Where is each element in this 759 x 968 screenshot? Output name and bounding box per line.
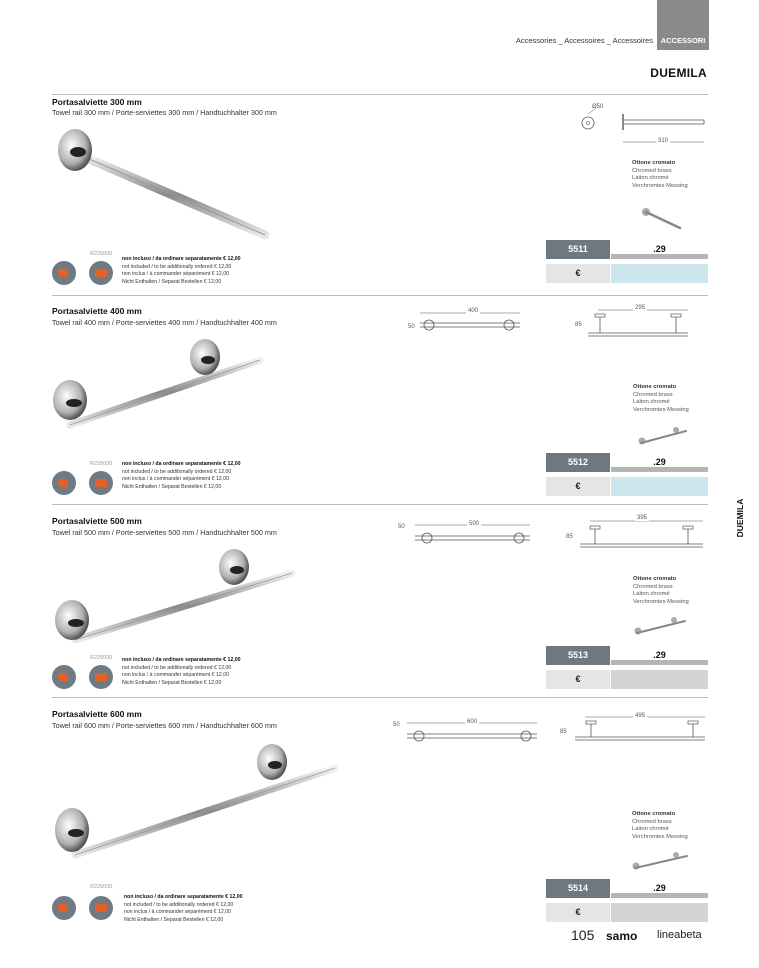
technical-drawing-front (405, 305, 525, 337)
dimension-label: 495 (635, 713, 646, 719)
wall-icon (52, 665, 76, 689)
side-label-text: DUEMILA (735, 498, 745, 538)
material-fr: Laiton chromé (632, 175, 669, 182)
product-subtitle: Towel rail 400 mm / Porte-serviettes 400 mm / Handtuchhalter 400 mm (52, 318, 277, 327)
accessory-note (122, 657, 241, 687)
brand-logo: samo (606, 929, 638, 943)
material-de: Verchromtes Messing (632, 182, 688, 189)
currency: € (546, 477, 610, 496)
dimension-label: 50 (398, 524, 405, 530)
note-de: Nicht Enthalten / Separat Bestellen € 12,00 (122, 679, 222, 686)
product-code: 5513 (546, 646, 610, 665)
section-divider (52, 295, 708, 296)
product-subtitle: Towel rail 500 mm / Porte-serviettes 500 mm / Handtuchhalter 500 mm (52, 528, 277, 537)
material-de: Verchromtes Messing (633, 406, 689, 413)
breadcrumb: Accessories _ Accessoires _ Accessoires (515, 36, 653, 45)
material-fr: Laiton chromé (633, 591, 670, 598)
material-info (632, 811, 688, 841)
currency: € (546, 670, 610, 689)
product-code: 5511 (546, 240, 610, 259)
note-en: not included / to be additionally ordered € 12,00 (122, 664, 232, 671)
adhesive-icon (89, 261, 113, 285)
dimension-label: Ø50 (592, 104, 604, 110)
material-fr: Laiton chromé (632, 826, 669, 833)
price: .29 (611, 879, 708, 898)
accessory-code: R225000 (90, 461, 113, 467)
accessory-note (122, 256, 241, 286)
side-label (733, 498, 747, 542)
material-it: Ottone cromato (632, 160, 676, 166)
product-title: Portasalviette 300 mm (52, 97, 142, 107)
note-bold: non incluso / da ordinare separatamente € 12,00 (124, 894, 243, 900)
material-info (633, 576, 689, 606)
material-it: Ottone cromato (633, 576, 677, 582)
adhesive-icon (89, 665, 113, 689)
note-fr: non inclus / à commander séparément € 12,00 (122, 271, 229, 278)
section-divider (52, 504, 708, 505)
note-bold: non incluso / da ordinare separatamente € 12,00 (122, 256, 241, 262)
product-title: Portasalviette 400 mm (52, 306, 142, 316)
note-fr: non inclus / à commander séparément € 12,00 (124, 909, 231, 916)
finish-color-swatch (611, 670, 708, 689)
material-info (632, 160, 688, 190)
note-fr: non inclus / à commander séparément € 12,00 (122, 476, 229, 483)
finish-color-swatch (611, 477, 708, 496)
product-subtitle: Towel rail 600 mm / Porte-serviettes 600 mm / Handtuchhalter 600 mm (52, 721, 277, 730)
adhesive-icon (89, 471, 113, 495)
accessory-note (124, 894, 243, 924)
technical-drawing-front (395, 517, 535, 547)
material-de: Verchromtes Messing (632, 833, 688, 840)
material-en: Chromed brass (632, 818, 672, 825)
dimension-label: 50 (408, 324, 415, 330)
note-en: not included / to be additionally ordered € 12,00 (124, 901, 234, 908)
note-de: Nicht Enthalten / Separat Bestellen € 12,00 (122, 483, 222, 490)
currency: € (546, 264, 610, 283)
product-thumbnail (630, 850, 690, 872)
note-en: not included / to be additionally ordered € 12,00 (122, 263, 232, 270)
material-en: Chromed brass (632, 167, 672, 174)
material-fr: Laiton chromé (633, 399, 670, 406)
product-photo-towel-rail (50, 545, 300, 650)
dimension-label: 310 (658, 138, 669, 144)
dimension-label: 85 (575, 322, 582, 328)
note-bold: non incluso / da ordinare separatamente € 12,00 (122, 657, 241, 663)
material-de: Verchromtes Messing (633, 598, 689, 605)
wall-icon (52, 896, 76, 920)
page-number: 105 (571, 927, 595, 943)
accessory-code: R225000 (90, 884, 113, 890)
dimension-label: 85 (566, 534, 573, 540)
section-divider (52, 94, 708, 95)
product-thumbnail (640, 206, 685, 234)
product-photo-towel-rail (50, 740, 345, 865)
product-title: Portasalviette 500 mm (52, 516, 142, 526)
product-thumbnail (632, 615, 688, 637)
dimension-label: 395 (637, 515, 648, 521)
product-thumbnail (636, 425, 690, 447)
accessory-note (122, 461, 241, 491)
section-divider (52, 697, 708, 698)
currency: € (546, 903, 610, 922)
note-bold: non incluso / da ordinare separatamente € 12,00 (122, 461, 241, 467)
price: .29 (611, 453, 708, 472)
note-de: Nicht Enthalten / Separat Bestellen € 12,00 (124, 916, 224, 923)
price: .29 (611, 646, 708, 665)
note-en: not included / to be additionally ordered € 12,00 (122, 468, 232, 475)
product-code: 5512 (546, 453, 610, 472)
accessory-code: R225000 (90, 251, 113, 257)
dimension-label: 500 (469, 521, 480, 527)
series-title: DUEMILA (650, 66, 707, 80)
category-tab[interactable]: ACCESSORI (660, 36, 706, 45)
dimension-label: 400 (468, 308, 479, 314)
dimension-label: 50 (393, 722, 400, 728)
product-photo-towel-rail (50, 125, 280, 245)
wall-icon (52, 471, 76, 495)
dimension-label: 600 (467, 719, 478, 725)
dimension-label: 295 (635, 305, 646, 311)
note-de: Nicht Enthalten / Separat Bestellen € 12,00 (122, 278, 222, 285)
material-en: Chromed brass (633, 583, 673, 590)
product-photo-towel-rail (50, 335, 270, 435)
material-info (633, 384, 689, 414)
product-title: Portasalviette 600 mm (52, 709, 142, 719)
material-it: Ottone cromato (632, 811, 676, 817)
adhesive-icon (89, 896, 113, 920)
product-subtitle: Towel rail 300 mm / Porte-serviettes 300 mm / Handtuchhalter 300 mm (52, 108, 277, 117)
price: .29 (611, 240, 708, 259)
material-it: Ottone cromato (633, 384, 677, 390)
finish-color-swatch (611, 903, 708, 922)
finish-color-swatch (611, 264, 708, 283)
dimension-label: 85 (560, 729, 567, 735)
brand-logo-secondary: lineabeta (657, 929, 702, 941)
accessory-code: R225000 (90, 655, 113, 661)
material-en: Chromed brass (633, 391, 673, 398)
wall-icon (52, 261, 76, 285)
note-fr: non inclus / à commander séparément € 12,00 (122, 672, 229, 679)
product-code: 5514 (546, 879, 610, 898)
